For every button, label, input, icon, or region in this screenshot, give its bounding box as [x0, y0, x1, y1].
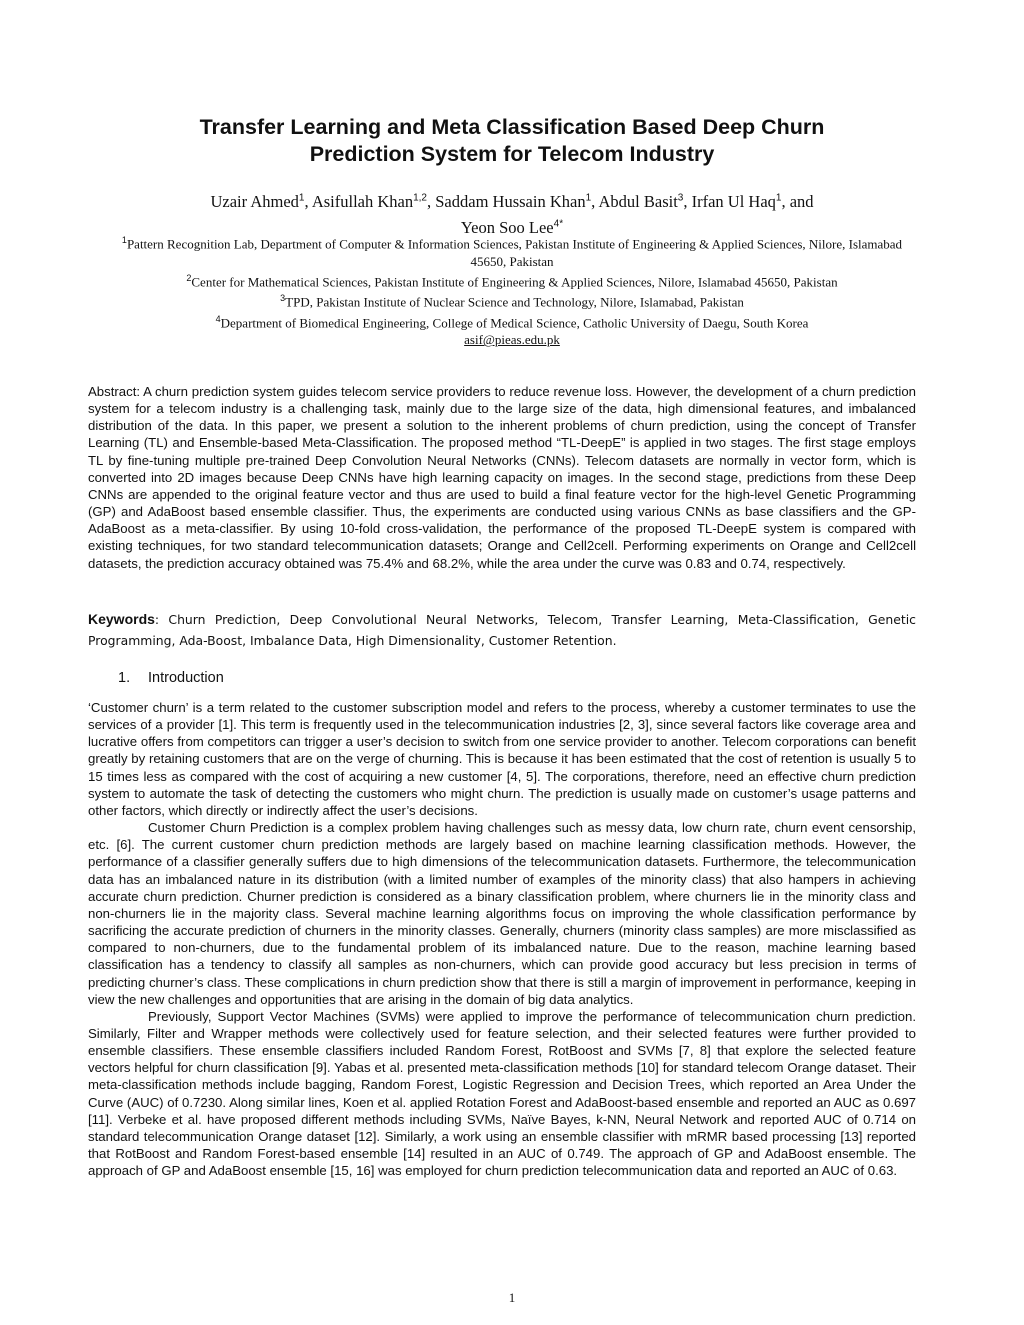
affiliation: $^4$Department of Biomedical Engineering, College of Medical Science, Catholic University of Daegu, South Korea	[215, 313, 809, 331]
keywords-label: Keywords	[88, 611, 155, 627]
section-number: 1.	[118, 670, 131, 686]
abstract: Abstract: A churn prediction system guides telecom service providers to reduce revenue loss. However, the development of a churn prediction system for a telecom industry is a challenging task, mainly due to the large size of the data, high dimensional features, and imbalanced distribution of the data. In this paper, we present a solution to the inherent problems of churn prediction, using the concept of Transfer Learning (TL) and Ensemble-based Meta-Classification. The proposed method “TL-DeepE” is applied in two stages. The first stage employs TL by fine-tuning multiple pre-trained Deep Convolution Neural Networks (CNNs). Telecom datasets are normally in vector form, which is converted into 2D images because Deep CNNs have high learning capacity on images. In the second stage, predictions from these Deep CNNs are appended to the original feature vector and thus are used to build a final feature vector for the high-level Genetic Programming (GP) and AdaBoost based ensemble classifier. Thus, the experiments are conducted using various CNNs as base classifiers and the GP-AdaBoost as a meta-classifier. By using 10-fold cross-validation, the performance of the proposed TL-DeepE system is compared with existing techniques, for two standard telecommunication datasets; Orange and Cell2cell. Performing experiments on Orange and Cell2cell datasets, the prediction accuracy obtained was 75.4% and 68.2%, while the area under the curve was 0.83 and 0.74, respectively.	[88, 384, 916, 571]
author: Saddam Hussain Khan$^1$,	[435, 191, 599, 211]
author: Irfan Ul Haq$^1$, and	[691, 191, 814, 211]
affiliation: $^3$TPD, Pakistan Institute of Nuclear Science and Technology, Nilore, Islamabad, Pakistan	[280, 293, 744, 310]
paragraph: Previously, Support Vector Machines (SVMs) were applied to improve the performance of telecommunication churn prediction. Similarly, Filter and Wrapper methods were collectively used for feature selection, and their selected features were further provided to ensemble classifiers. These ensemble classifiers included Random Forest, RotBoost and SVMs [7, 8] that explore the selected feature vectors helpful for churn classification [9]. Yabas et al. presented meta-classification methods [10] for standard telecom Orange dataset. Their meta-classification methods include bagging, Random Forest, Logistic Regression and Decision Trees, which reported an Area Under the Curve (AUC) of 0.7230. Along similar lines, Koen et al. applied Rotation Forest and AdaBoost-based ensemble and reported an AUC as 0.697 [11]. Verbeke et al. have proposed different methods including SVMs, Naïve Bayes, k-NN, Neural Network and reported AUC of 0.714 on standard telecommunication Orange dataset [12]. Similarly, a work using an ensemble classifier with mRMR based processing [13] reported that RotBoost and Random Forest-based ensemble [14] resulted in an AUC of 0.749. The approach of GP and AdaBoost ensemble. The approach of GP and AdaBoost ensemble [15, 16] was employed for churn prediction telecommunication data and reported an AUC of 0.63.	[88, 1008, 916, 1179]
section-heading-introduction	[118, 669, 224, 687]
author: Yeon Soo Lee$^{4*}$	[460, 218, 564, 237]
paragraph: ‘Customer churn’ is a term related to the customer subscription model and refers to the process, whereby a customer terminates to use the services of a provider [1]. This term is frequently used in the telecommunication industries [2, 3], since several factors like coverage area and lucrative offers from competitors can trigger a user’s decision to switch from one service provider to another. Telecom corporations can benefit greatly by retaining customers that are on the verge of churning. This is because it has been estimated that the cost of retention is usually 5 to 15 times less as compared with the cost of acquiring a new customer [4, 5]. The corporations, therefore, need an effective churn prediction system to automate the task of detecting the customers who might churn. The prediction is usually made on customer’s usage patterns and other factors, which directly or indirectly affect the user’s decisions.	[88, 700, 916, 818]
author: Asifullah Khan$^{1,2}$,	[311, 191, 436, 211]
affiliation-list	[110, 232, 914, 349]
page-number: 1	[508, 1290, 516, 1305]
keywords	[88, 609, 916, 651]
affiliation: $^2$Center for Mathematical Sciences, Pakistan Institute of Engineering & Applied Sciences, Nilore, Islamabad 45650, Pakistan	[186, 272, 838, 290]
author: Uzair Ahmed$^1$,	[210, 191, 312, 211]
affiliation: $^1$Pattern Recognition Lab, Department of Computer & Information Sciences, Pakistan Institute of Engineering & Applied Sciences, Nilore, Islamabad 45650, Pakistan	[121, 235, 903, 269]
introduction-body	[88, 699, 916, 1179]
paper-title	[110, 114, 914, 168]
keywords-list: : Churn Prediction, Deep Convolutional Neural Networks, Telecom, Transfer Learning, Meta-Classification, Genetic Programming, Ada-Boost, Imbalance Data, High Dimensionality, Customer Retention.	[88, 612, 916, 648]
title-line-2: Prediction System for Telecom Industry	[309, 142, 715, 166]
contact-email-link[interactable]: asif@pieas.edu.pk	[464, 332, 560, 348]
paragraph: Customer Churn Prediction is a complex problem having challenges such as messy data, low churn rate, churn event censorship, etc. [6]. The current customer churn prediction methods are largely based on machine learning classification methods. However, the performance of a classifier generally suffers due to high dimensions of the telecommunication datasets. Furthermore, the telecommunication data has an imbalanced nature in its distribution (with a limited number of examples of the minority class) that also hampers in achieving accurate churn prediction. Churner prediction is considered as a binary classification problem, where churners lie in the minority class and non-churners lie in the majority class. Several machine learning algorithms focus on improving the whole classification performance by sacrificing the accurate prediction of churners in the minority classes. Generally, churners (minority class samples) are more misclassified as compared to non-churners, due to the fundamental problem of its imbalanced nature. Due to the reason, machine learning based classification has a tendency to classify all samples as non-churners, which can provide good accuracy but less precision in terms of predicting churner’s class. These complications in churn prediction show that there is still a margin of improvement in performance, keeping in view the new challenges and opportunities that are arising in the domain of big data analytics.	[88, 820, 916, 1007]
title-line-1: Transfer Learning and Meta Classification Based Deep Churn	[199, 115, 825, 139]
author: Abdul Basit$^3$,	[598, 191, 692, 211]
section-title: Introduction	[148, 670, 224, 686]
